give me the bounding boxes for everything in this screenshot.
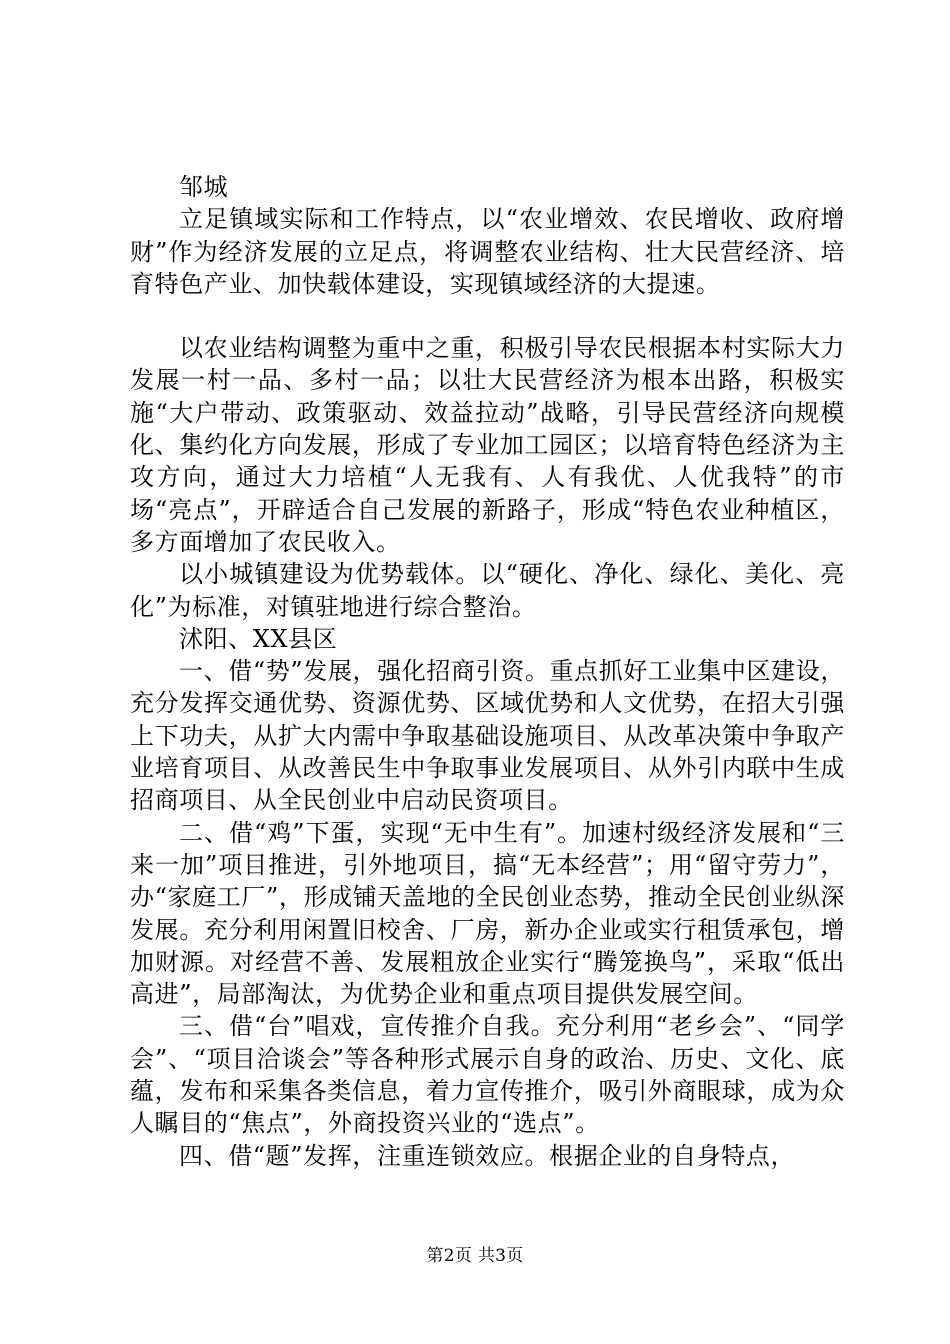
document-body	[130, 171, 845, 1172]
paragraph: 以农业结构调整为重中之重，积极引导农民根据本村实际大力发展一村一品、多村一品；以壮大民营经济为根本出路，积极实施“大户带动、政策驱动、效益拉动”战略，引导民营经济向规模化、集约化方向发展，形成了专业加工园区；以培育特色经济为主攻方向，通过大力培植“人无我有、人有我优、人优我特”的市场“亮点”，开辟适合自己发展的新路子，形成“特色农业种植区，多方面增加了农民收入。	[130, 334, 845, 556]
paragraph: 一、借“势”发展，强化招商引资。重点抓好工业集中区建设，充分发挥交通优势、资源优势、区域优势和人文优势，在招大引强上下功夫，从扩大内需中争取基础设施项目、从改革决策中争取产业培育项目、从改善民生中争取事业发展项目、从外引内联中生成招商项目、从全民创业中启动民资项目。	[130, 657, 845, 815]
section-heading-zoucheng: 邹城	[179, 173, 229, 201]
paragraph: 三、借“台”唱戏，宣传推介自我。充分利用“老乡会”、“同学会”、“项目洽谈会”等各种形式展示自身的政治、历史、文化、底蕴，发布和采集各类信息，着力宣传推介，吸引外商眼球，成为众人瞩目的“焦点”，外商投资兴业的“选点”。	[130, 1012, 845, 1138]
paragraph: 立足镇域实际和工作特点，以“农业增效、农民增收、政府增财”作为经济发展的立足点，将调整农业结构、壮大民营经济、培育特色产业、加快载体建设，实现镇域经济的大提速。	[130, 205, 845, 298]
section-heading-shuyang: 沭阳、XX县区	[179, 624, 338, 653]
paragraph: 以小城镇建设为优势载体。以“硬化、净化、绿化、美化、亮化”为标准，对镇驻地进行综合整治。	[130, 560, 845, 621]
page-footer: 第2页 共3页	[426, 1246, 524, 1266]
paragraph: 四、借“题”发挥，注重连锁效应。根据企业的自身特点，	[179, 1141, 796, 1170]
paragraph: 二、借“鸡”下蛋，实现“无中生有”。加速村级经济发展和“三来一加”项目推进，引外地项目，搞“无本经营”；用“留守劳力”，办“家庭工厂”，形成铺天盖地的全民创业态势，推动全民创业纵深发展。充分利用闲置旧校舍、厂房，新办企业或实行租赁承包，增加财源。对经营不善、发展粗放企业实行“腾笼换鸟”，采取“低出高进”，局部淘汰，为优势企业和重点项目提供发展空间。	[130, 818, 845, 1009]
